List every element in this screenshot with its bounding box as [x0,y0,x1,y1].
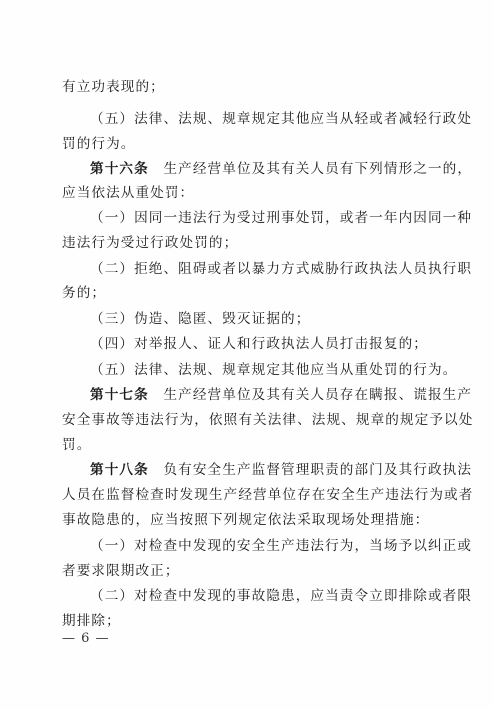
text-line: （三）伪造、隐匿、毁灭证据的； [90,311,311,327]
article-heading: 第十六条 [90,161,149,177]
text-line: （一）因同一违法行为受过刑事处罚，或者一年内因同一种 [90,210,473,226]
article-text: 生产经营单位及其有关人员有下列情形之一的， [148,161,473,177]
text-line: 期排除； [62,613,121,629]
article-text: 负有安全生产监督管理职责的部门及其行政执法 [148,462,473,478]
text-line: 违法行为受过行政处罚的； [62,235,239,251]
text-line: 应当依法从重处罚： [62,185,195,201]
text-line: （四）对举报人、证人和行政执法人员打击报复的； [90,336,428,352]
page-number: — 6 — [62,631,110,646]
article-17-line [90,386,473,404]
text-line: （二）对检查中发现的事故隐患，应当责令立即排除或者限 [90,588,473,604]
text-line: （二）拒绝、阻碍或者以暴力方式威胁行政执法人员执行职 [90,261,473,277]
text-line: 有立功表现的； [62,79,165,95]
text-line: 罚。 [62,437,92,453]
article-16-line [90,160,473,178]
text-line: 务的； [62,285,107,301]
text-line: 者要求限期改正； [62,563,180,579]
text-line: （五）法律、法规、规章规定其他应当从重处罚的行为。 [90,362,458,378]
article-heading: 第十八条 [90,462,149,478]
text-line: 罚的行为。 [62,136,136,152]
article-heading: 第十七条 [90,387,149,403]
text-line: （五）法律、法规、规章规定其他应当从轻或者减轻行政处 [90,111,473,127]
text-line: 事故隐患的，应当按照下列规定依法采取现场处理措施： [62,512,430,528]
text-line: （一）对检查中发现的安全生产违法行为，当场予以纠正或 [90,538,473,554]
article-18-line [90,461,473,479]
text-line: 人员在监督检查时发现生产经营单位存在安全生产违法行为或者 [62,487,474,503]
text-line: 安全事故等违法行为，依照有关法律、法规、规章的规定予以处 [62,412,474,428]
article-text: 生产经营单位及其有关人员存在瞒报、谎报生产 [148,387,473,403]
